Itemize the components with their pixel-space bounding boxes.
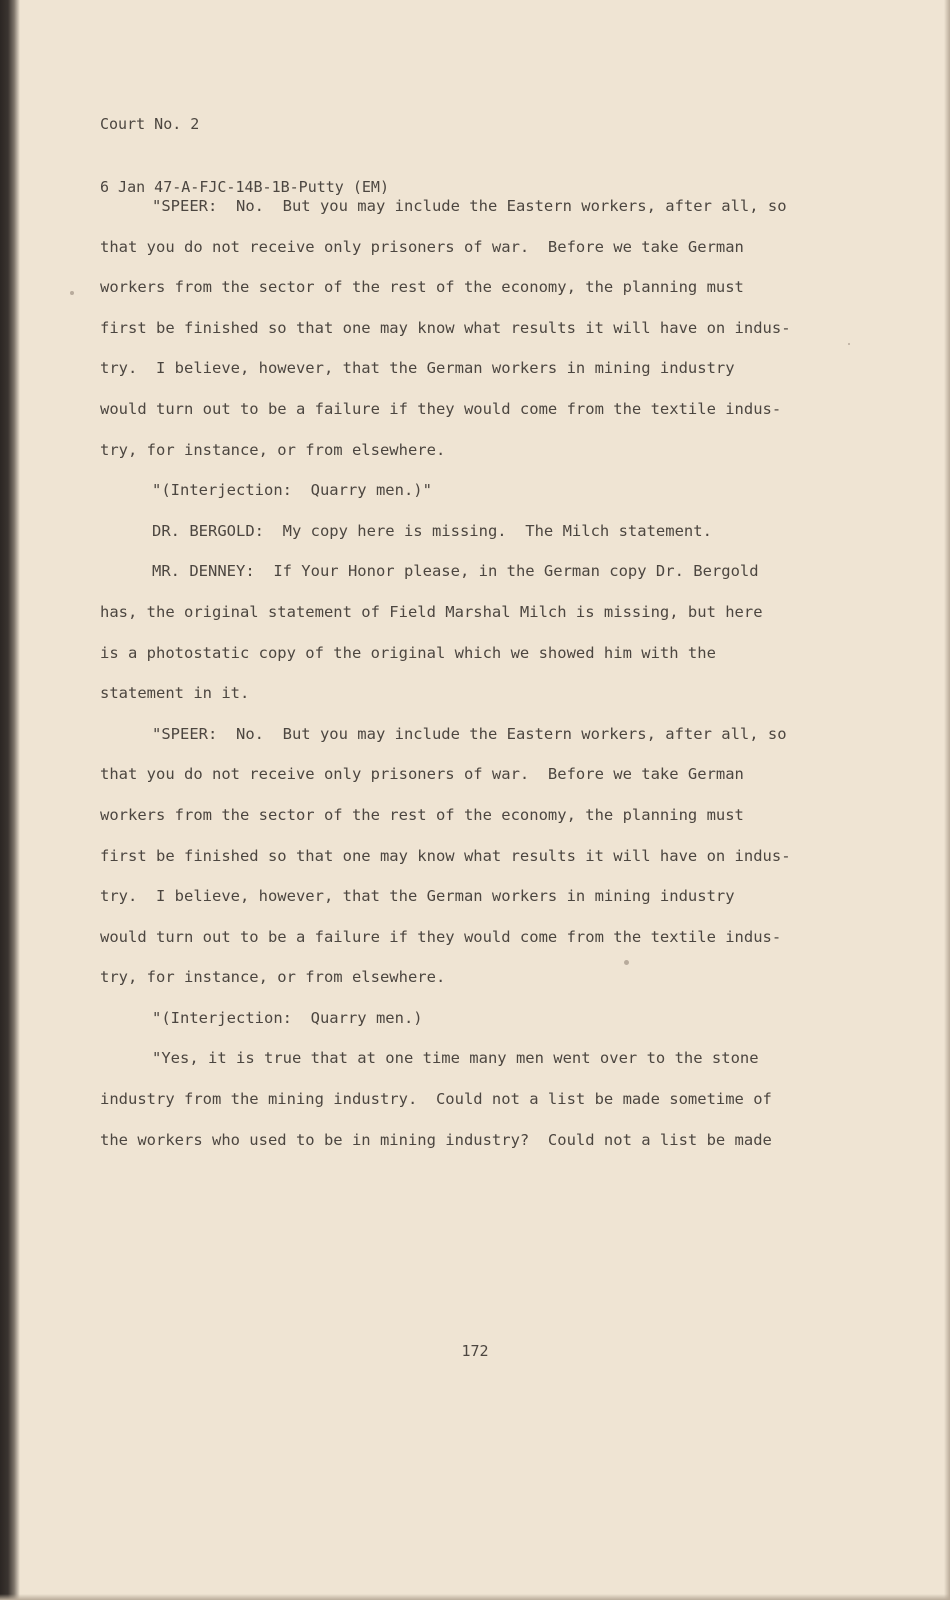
transcript-line: would turn out to be a failure if they would come from the textile indus-	[100, 399, 782, 418]
transcript-line: "(Interjection: Quarry men.)	[152, 1008, 423, 1027]
transcript-line: try, for instance, or from elsewhere.	[100, 968, 446, 987]
transcript-line: workers from the sector of the rest of the economy, the planning must	[100, 805, 744, 824]
transcript-line: try. I believe, however, that the German workers in mining industry	[100, 887, 735, 906]
transcript-line: that you do not receive only prisoners of war. Before we take German	[100, 237, 744, 256]
court-number: Court No. 2	[100, 115, 200, 133]
transcript-line: "Yes, it is true that at one time many men went over to the stone	[152, 1049, 759, 1068]
transcript-line: "SPEER: No. But you may include the Eastern workers, after all, so	[152, 724, 787, 743]
binding-edge-shadow	[0, 0, 20, 1600]
session-reference: 6 Jan 47-A-FJC-14B-1B-Putty (EM)	[100, 178, 389, 196]
transcript-body	[100, 186, 850, 1160]
page-number: 172	[461, 1342, 489, 1360]
transcript-line: DR. BERGOLD: My copy here is missing. The Milch statement.	[152, 521, 712, 540]
transcript-line: "SPEER: No. But you may include the Eastern workers, after all, so	[152, 197, 787, 215]
transcript-line: has, the original statement of Field Marshal Milch is missing, but here	[100, 602, 763, 621]
transcript-line: industry from the mining industry. Could not a list be made sometime of	[100, 1090, 772, 1109]
transcript-line: first be finished so that one may know what results it will have on indus-	[100, 846, 791, 865]
right-edge-shadow	[944, 0, 950, 1600]
transcript-line: workers from the sector of the rest of the economy, the planning must	[100, 278, 744, 297]
transcript-line: try. I believe, however, that the German workers in mining industry	[100, 359, 735, 378]
transcript-line: MR. DENNEY: If Your Honor please, in the German copy Dr. Bergold	[152, 562, 759, 581]
paper-speck	[848, 343, 850, 345]
paper-speck	[624, 960, 629, 965]
transcript-line: statement in it.	[100, 684, 250, 703]
bottom-edge-shadow	[0, 1594, 950, 1600]
transcript-line: "(Interjection: Quarry men.)"	[152, 481, 432, 500]
transcript-line: is a photostatic copy of the original which we showed him with the	[100, 643, 716, 662]
transcript-line: that you do not receive only prisoners of war. Before we take German	[100, 765, 744, 784]
paper-speck	[70, 291, 74, 295]
transcript-line: would turn out to be a failure if they would come from the textile indus-	[100, 927, 782, 946]
transcript-line: first be finished so that one may know what results it will have on indus-	[100, 318, 791, 337]
transcript-line: the workers who used to be in mining industry? Could not a list be made	[100, 1130, 772, 1149]
transcript-line: try, for instance, or from elsewhere.	[100, 440, 446, 459]
